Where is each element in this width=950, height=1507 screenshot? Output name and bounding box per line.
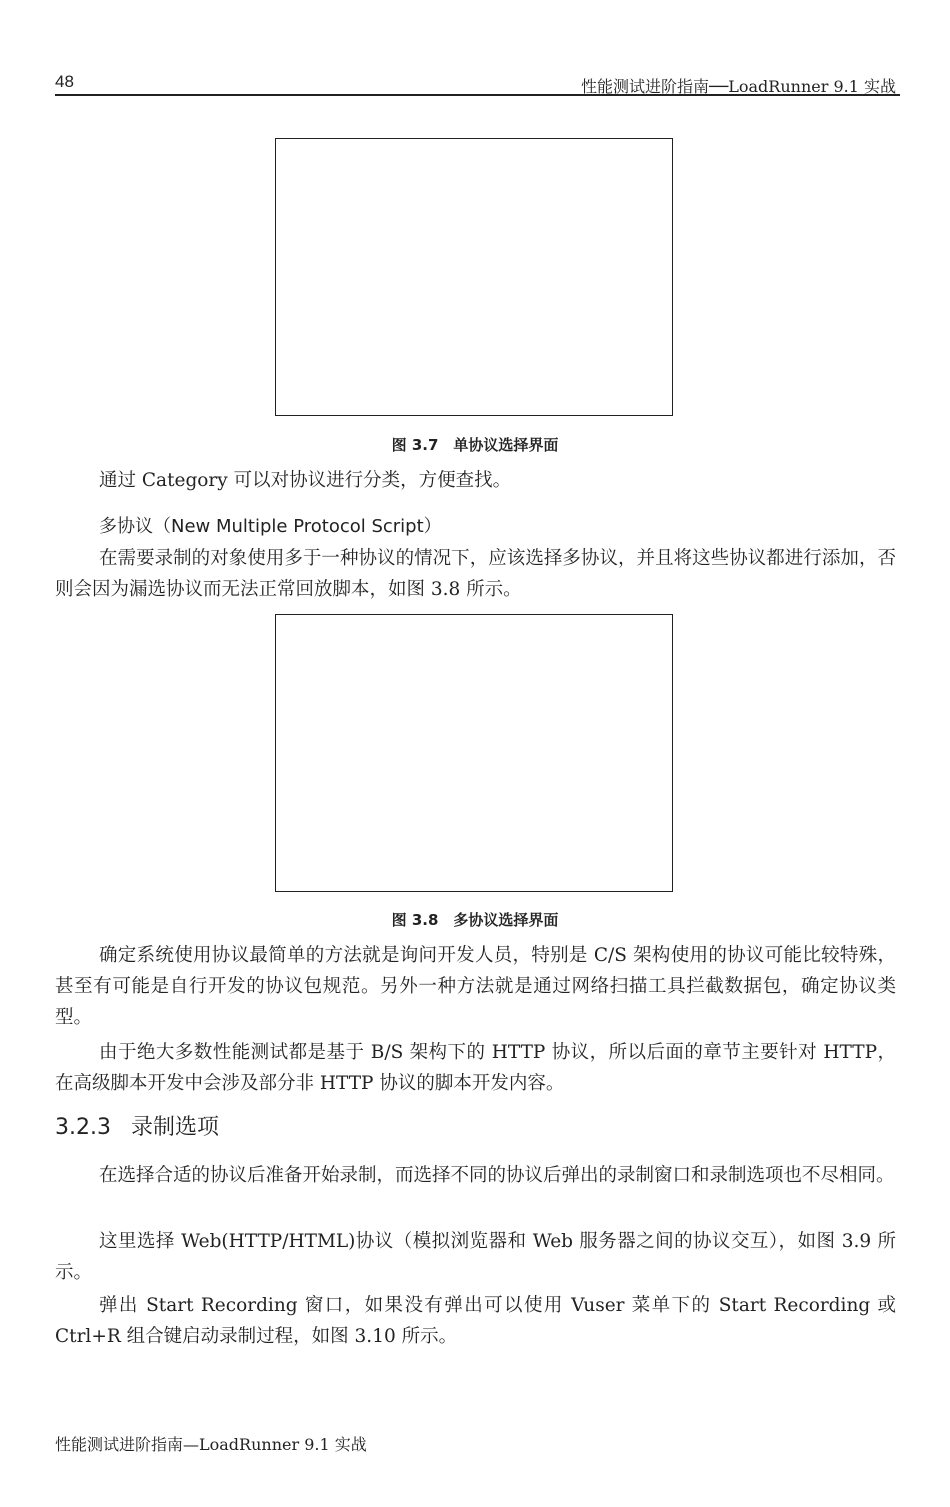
page-number: 48: [55, 72, 74, 91]
page-footer: 性能测试进阶指南—LoadRunner 9.1 实战: [55, 1435, 367, 1454]
figure-3-7-image: [275, 138, 673, 416]
multi-protocol-heading: 多协议（New Multiple Protocol Script）: [99, 516, 442, 537]
paragraph-start-recording: 弹出 Start Recording 窗口，如果没有弹出可以使用 Vuser 菜单下的 Start Recording 或 Ctrl+R 组合键启动录制过程，如图 3.10 所示。: [55, 1295, 896, 1347]
paragraph-web-protocol: 这里选择 Web(HTTP/HTML)协议（模拟浏览器和 Web 服务器之间的协议交互），如图 3.9 所示。: [55, 1231, 896, 1283]
figure-3-7-caption: 图 3.7 单协议选择界面: [391, 436, 559, 454]
figure-3-8-image: [275, 614, 673, 892]
paragraph-category: 通过 Category 可以对协议进行分类，方便查找。: [99, 470, 512, 491]
figure-3-8-caption: 图 3.8 多协议选择界面: [391, 911, 559, 929]
page-header: [55, 70, 900, 96]
paragraph-recording-options: 在选择合适的协议后准备开始录制，而选择不同的协议后弹出的录制窗口和录制选项也不尽相同。: [99, 1165, 895, 1186]
paragraph-http: 由于绝大多数性能测试都是基于 B/S 架构下的 HTTP 协议，所以后面的章节主要针对 HTTP，在高级脚本开发中会涉及部分非 HTTP 协议的脚本开发内容。: [55, 1042, 896, 1094]
paragraph-determine-protocol: 确定系统使用协议最简单的方法就是询问开发人员，特别是 C/S 架构使用的协议可能比较特殊，甚至有可能是自行开发的协议包规范。另外一种方法就是通过网络扫描工具拦截数据包，确定协议类型。: [55, 945, 896, 1028]
running-title: 性能测试进阶指南──LoadRunner 9.1 实战: [580, 77, 896, 96]
section-number: 3.2.3: [55, 1115, 111, 1140]
section-title: 录制选项: [130, 1115, 219, 1140]
paragraph-multi-protocol: 在需要录制的对象使用多于一种协议的情况下，应该选择多协议，并且将这些协议都进行添加，否则会因为漏选协议而无法正常回放脚本，如图 3.8 所示。: [55, 548, 896, 600]
section-heading: [55, 1110, 219, 1141]
